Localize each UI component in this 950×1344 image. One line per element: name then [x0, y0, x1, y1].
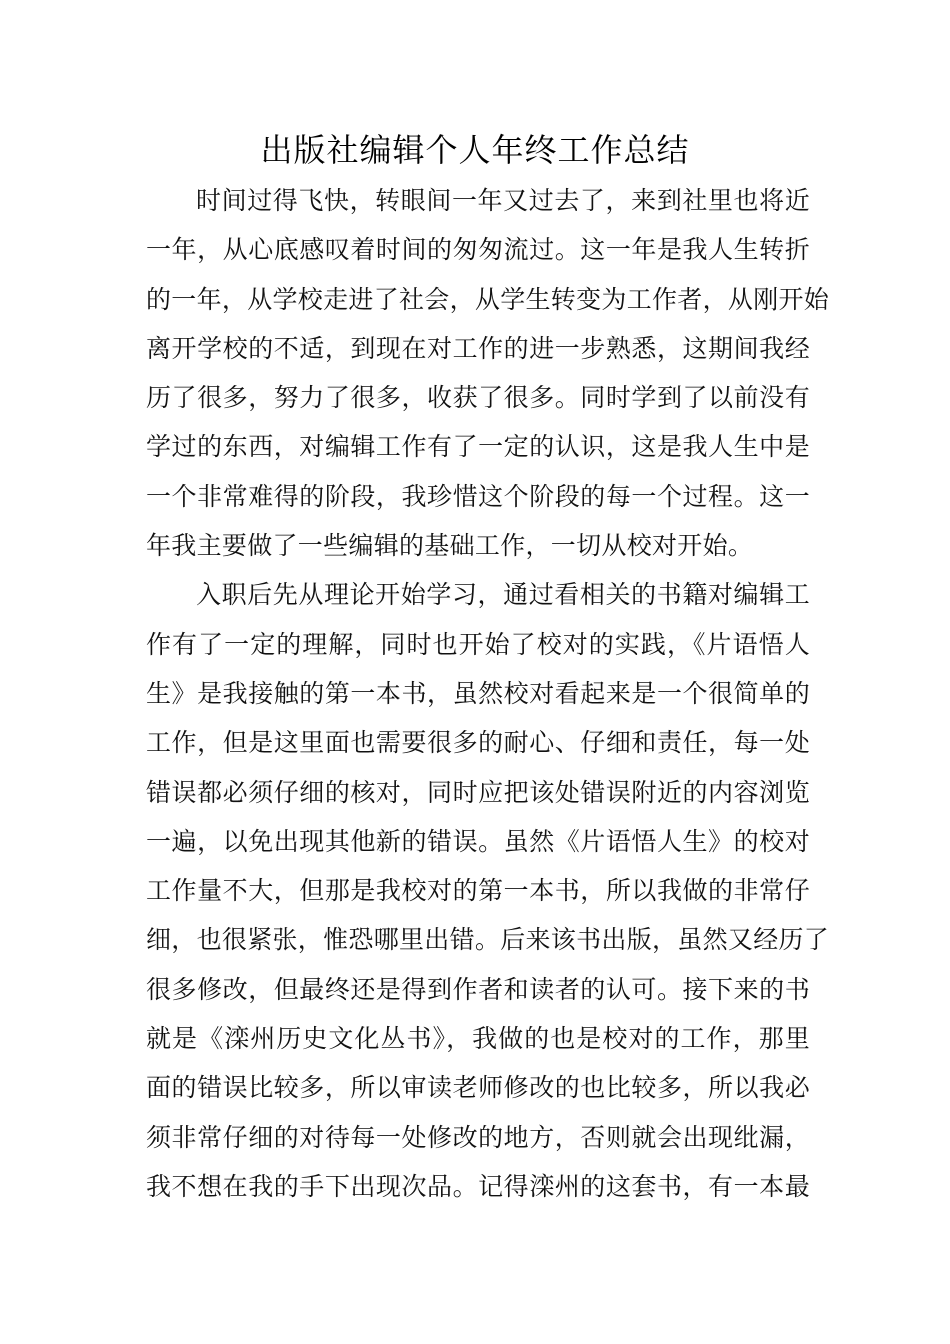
text-line: 生》是我接触的第一本书，虽然校对看起来是一个很简单的 [146, 678, 810, 708]
text-line: 错误都必须仔细的核对，同时应把该处错误附近的内容浏览 [146, 777, 810, 807]
paragraph-1 [146, 176, 830, 570]
text-line: 我不想在我的手下出现次品。记得滦州的这套书，有一本最 [146, 1171, 810, 1201]
text-line: 学过的东西，对编辑工作有了一定的认识，这是我人生中是 [146, 432, 810, 462]
text-line: 历了很多，努力了很多，收获了很多。同时学到了以前没有 [146, 383, 810, 413]
text-line: 一年，从心底感叹着时间的匆匆流过。这一年是我人生转折 [146, 235, 810, 265]
paragraph-2 [146, 570, 830, 1211]
text-line: 一遍，以免出现其他新的错误。虽然《片语悟人生》的校对 [146, 826, 810, 856]
text-line: 一个非常难得的阶段，我珍惜这个阶段的每一个过程。这一 [146, 481, 810, 511]
text-line: 年我主要做了一些编辑的基础工作，一切从校对开始。 [146, 531, 754, 561]
text-line: 的一年，从学校走进了社会，从学生转变为工作者，从刚开始 [146, 284, 830, 314]
text-line: 作有了一定的理解，同时也开始了校对的实践，《片语悟人 [146, 629, 810, 659]
text-line: 细，也很紧张，惟恐哪里出错。后来该书出版，虽然又经历了 [146, 925, 830, 955]
text-line: 入职后先从理论开始学习，通过看相关的书籍对编辑工 [196, 580, 810, 610]
text-line: 很多修改，但最终还是得到作者和读者的认可。接下来的书 [146, 974, 810, 1004]
text-line: 工作量不大，但那是我校对的第一本书，所以我做的非常仔 [146, 876, 810, 906]
text-line: 面的错误比较多，所以审读老师修改的也比较多，所以我必 [146, 1073, 810, 1103]
document-title: 出版社编辑个人年终工作总结 [260, 131, 690, 169]
document-body [146, 176, 830, 1211]
text-line: 就是《滦州历史文化丛书》，我做的也是校对的工作，那里 [146, 1024, 810, 1054]
text-line: 工作，但是这里面也需要很多的耐心、仔细和责任，每一处 [146, 728, 810, 758]
text-line: 离开学校的不适，到现在对工作的进一步熟悉，这期间我经 [146, 333, 810, 363]
text-line: 须非常仔细的对待每一处修改的地方，否则就会出现纰漏， [146, 1122, 810, 1152]
text-line: 时间过得飞快，转眼间一年又过去了，来到社里也将近 [196, 186, 810, 215]
